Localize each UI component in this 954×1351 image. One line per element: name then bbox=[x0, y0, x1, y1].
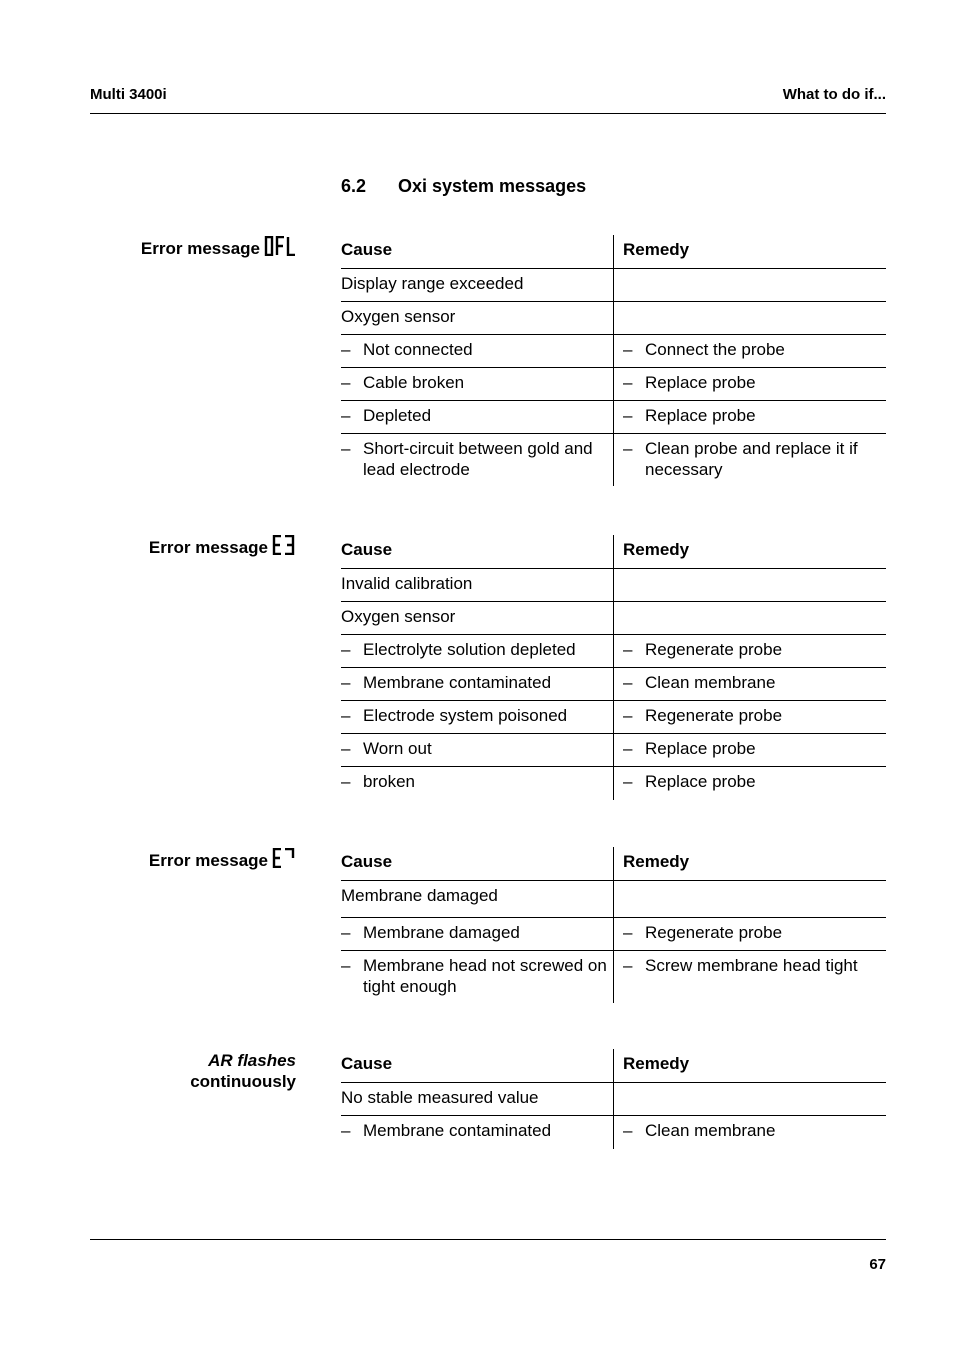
remedy-cell: – Replace probe bbox=[614, 734, 887, 767]
cause-cell: Membrane damaged bbox=[341, 881, 614, 918]
remedy-cell: – Clean membrane bbox=[614, 668, 887, 701]
header-chapter-title: What to do if... bbox=[782, 86, 886, 103]
dash-bullet: – bbox=[623, 1121, 633, 1140]
error-label-ofl bbox=[36, 236, 296, 259]
table-e3 bbox=[341, 535, 886, 800]
remedy-cell bbox=[614, 569, 887, 602]
cause-cell: No stable measured value bbox=[341, 1083, 614, 1116]
table-row bbox=[341, 602, 886, 635]
cause-cell: Display range exceeded bbox=[341, 269, 614, 302]
column-header-remedy: Remedy bbox=[614, 235, 887, 269]
running-header bbox=[90, 86, 886, 103]
dash-bullet: – bbox=[623, 956, 633, 975]
header-rule bbox=[90, 113, 886, 114]
table-row bbox=[341, 401, 886, 434]
dash-bullet: – bbox=[623, 439, 633, 458]
remedy-cell bbox=[614, 1083, 887, 1116]
remedy-cell: – Screw membrane head tight bbox=[614, 951, 887, 1004]
table-header-row bbox=[341, 235, 886, 269]
cause-cell: – broken bbox=[341, 772, 415, 791]
cause-cell: Oxygen sensor bbox=[341, 602, 614, 635]
dash-bullet: – bbox=[623, 406, 633, 425]
cause-cell: – Electrolyte solution depleted bbox=[341, 635, 614, 668]
dash-bullet: – bbox=[623, 673, 633, 692]
table-ofl bbox=[341, 235, 886, 486]
dash-bullet: – bbox=[341, 739, 351, 758]
remedy-cell: – Replace probe bbox=[614, 401, 887, 434]
cause-cell: Invalid calibration bbox=[341, 569, 614, 602]
remedy-cell: – Clean probe and replace it if necessary bbox=[614, 434, 887, 487]
dash-bullet: – bbox=[623, 340, 633, 359]
cause-cell: – Short-circuit between gold and lead electrode bbox=[341, 439, 593, 479]
remedy-cell: – Regenerate probe bbox=[614, 918, 887, 951]
column-header-remedy: Remedy bbox=[614, 535, 887, 569]
dash-bullet: – bbox=[341, 673, 351, 692]
dash-bullet: – bbox=[341, 923, 351, 942]
cause-cell: – Membrane contaminated bbox=[341, 668, 614, 701]
dash-bullet: – bbox=[341, 956, 351, 975]
dash-bullet: – bbox=[341, 1121, 351, 1140]
cause-cell: – Cable broken bbox=[341, 368, 614, 401]
error-label-e7 bbox=[36, 848, 296, 871]
error-label-e3 bbox=[36, 535, 296, 558]
dash-bullet: – bbox=[623, 772, 633, 791]
remedy-cell: – Replace probe bbox=[614, 767, 887, 800]
cause-cell: – Membrane contaminated bbox=[341, 1121, 552, 1140]
table-row bbox=[341, 668, 886, 701]
table-row bbox=[341, 635, 886, 668]
cause-cell: – Depleted bbox=[341, 401, 614, 434]
table-row bbox=[341, 569, 886, 602]
error-label-text: Error message bbox=[148, 538, 268, 557]
table-row bbox=[341, 269, 886, 302]
remedy-cell: – Connect the probe bbox=[614, 335, 887, 368]
dash-bullet: – bbox=[623, 706, 633, 725]
cause-cell: – Membrane damaged bbox=[341, 918, 614, 951]
remedy-cell: – Clean membrane bbox=[614, 1116, 887, 1149]
ar-flashes-label bbox=[36, 1050, 296, 1092]
table-row bbox=[341, 951, 886, 1004]
section-heading: Oxi system messages bbox=[398, 176, 587, 196]
cause-cell: – Not connected bbox=[341, 335, 614, 368]
table-row bbox=[341, 701, 886, 734]
table-header-row bbox=[341, 535, 886, 569]
header-product-name: Multi 3400i bbox=[90, 86, 167, 103]
dash-bullet: – bbox=[341, 772, 351, 791]
seven-segment-e3-icon bbox=[272, 535, 296, 555]
dash-bullet: – bbox=[623, 640, 633, 659]
table-row bbox=[341, 302, 886, 335]
dash-bullet: – bbox=[623, 739, 633, 758]
column-header-cause: Cause bbox=[341, 1049, 614, 1083]
table-row bbox=[341, 335, 886, 368]
column-header-remedy: Remedy bbox=[614, 1049, 887, 1083]
cause-cell: – Electrode system poisoned bbox=[341, 701, 614, 734]
dash-bullet: – bbox=[341, 640, 351, 659]
remedy-cell: – Replace probe bbox=[614, 368, 887, 401]
dash-bullet: – bbox=[341, 706, 351, 725]
column-header-cause: Cause bbox=[341, 235, 614, 269]
dash-bullet: – bbox=[341, 439, 351, 458]
section-number: 6.2 bbox=[341, 176, 367, 196]
remedy-cell: – Regenerate probe bbox=[614, 701, 887, 734]
cause-cell: – Membrane head not screwed on tight enough bbox=[341, 956, 607, 996]
table-row bbox=[341, 767, 886, 800]
table-row bbox=[341, 1083, 886, 1116]
footer-rule bbox=[90, 1239, 886, 1240]
dash-bullet: – bbox=[341, 373, 351, 392]
column-header-cause: Cause bbox=[341, 847, 614, 881]
seven-segment-ofl-icon bbox=[264, 236, 296, 256]
remedy-cell bbox=[614, 881, 887, 918]
table-row bbox=[341, 434, 886, 487]
error-label-text: Error message bbox=[148, 851, 268, 870]
error-label-text: Error message bbox=[140, 239, 260, 258]
page-number: 67 bbox=[869, 1256, 886, 1273]
table-header-row bbox=[341, 1049, 886, 1083]
table-header-row bbox=[341, 847, 886, 881]
table-row bbox=[341, 918, 886, 951]
dash-bullet: – bbox=[341, 406, 351, 425]
remedy-cell bbox=[614, 269, 887, 302]
table-ar-flashes bbox=[341, 1049, 886, 1149]
dash-bullet: – bbox=[623, 373, 633, 392]
dash-bullet: – bbox=[623, 923, 633, 942]
cause-cell: Oxygen sensor bbox=[341, 302, 614, 335]
seven-segment-e7-icon bbox=[272, 848, 296, 868]
dash-bullet: – bbox=[341, 340, 351, 359]
table-e7 bbox=[341, 847, 886, 1003]
table-row bbox=[341, 881, 886, 918]
table-row bbox=[341, 368, 886, 401]
section-title bbox=[341, 176, 586, 197]
column-header-remedy: Remedy bbox=[614, 847, 887, 881]
ar-flashes-label-italic: AR flashes bbox=[208, 1051, 296, 1070]
table-row bbox=[341, 1116, 886, 1149]
ar-flashes-label-rest: continuously bbox=[190, 1072, 296, 1091]
remedy-cell: – Regenerate probe bbox=[614, 635, 887, 668]
remedy-cell bbox=[614, 602, 887, 635]
column-header-cause: Cause bbox=[341, 535, 614, 569]
table-row bbox=[341, 734, 886, 767]
remedy-cell bbox=[614, 302, 887, 335]
cause-cell: – Worn out bbox=[341, 734, 614, 767]
